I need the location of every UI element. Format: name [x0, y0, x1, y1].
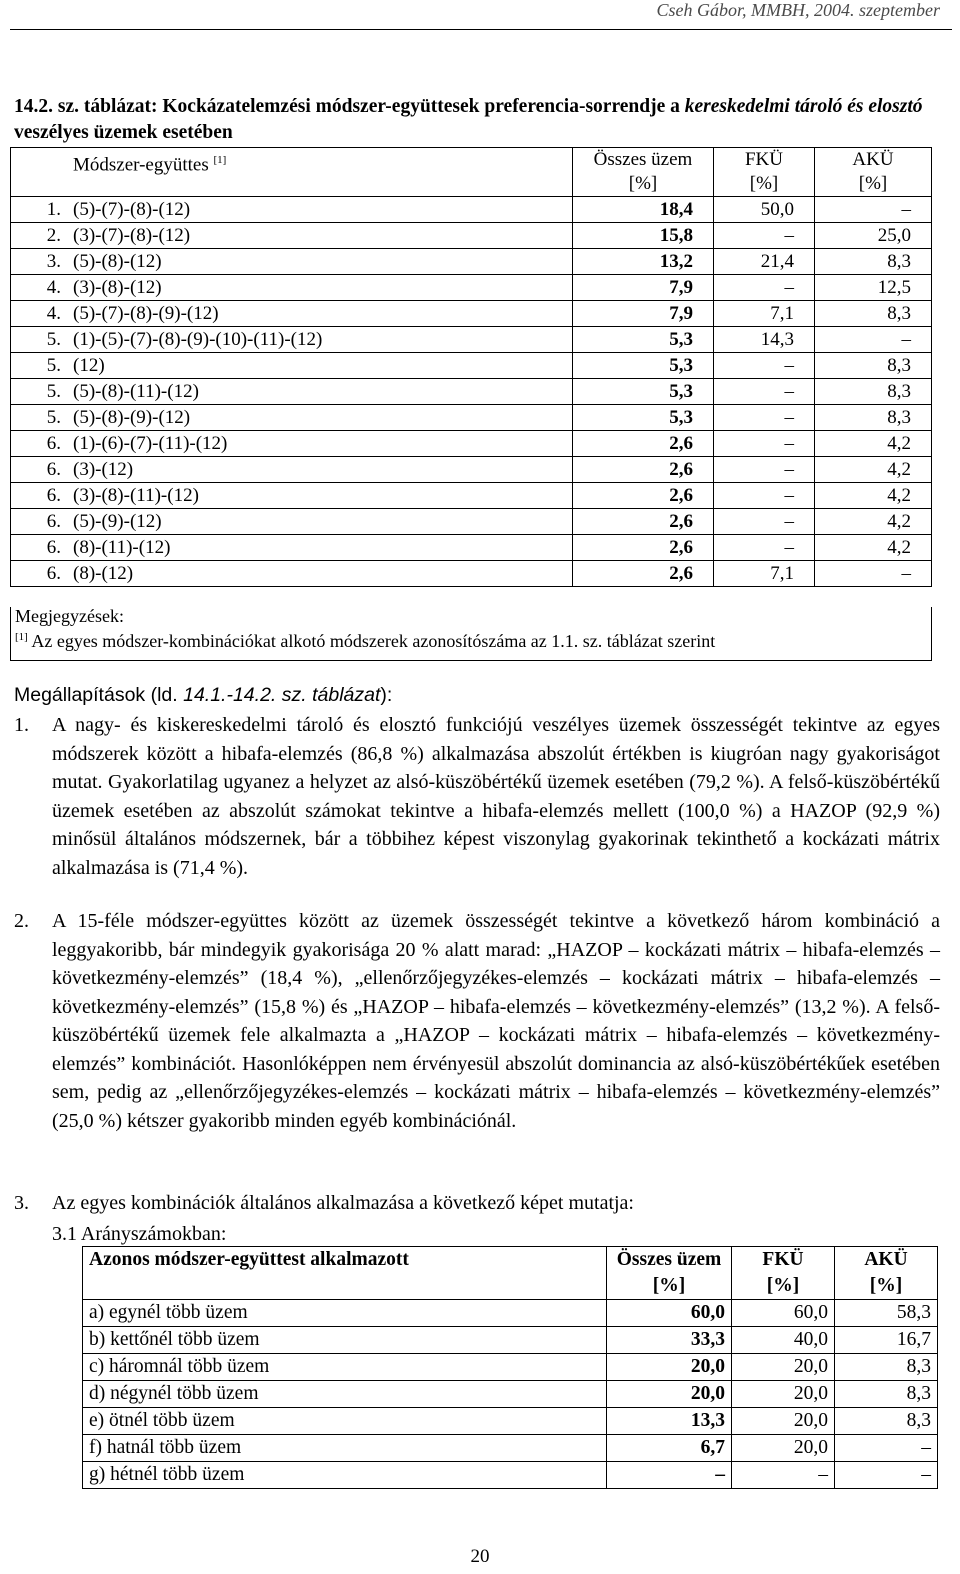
cell-total: 60,0	[607, 1300, 732, 1327]
finding-3-number: 3.	[14, 1192, 29, 1214]
cell-method: (3)-(7)-(8)-(12)	[71, 223, 573, 249]
cell-label: e) ötnél több üzem	[83, 1408, 607, 1435]
cell-rank: 2.	[11, 223, 72, 249]
cell-method: (12)	[71, 353, 573, 379]
cell-total: 20,0	[607, 1381, 732, 1408]
cell-fku: –	[714, 509, 815, 535]
cell-total: 20,0	[607, 1354, 732, 1381]
table-caption	[14, 94, 944, 146]
cell-label: a) egynél több üzem	[83, 1300, 607, 1327]
table-notes	[10, 607, 932, 661]
table-row	[11, 405, 932, 431]
cell-rank: 6.	[11, 431, 72, 457]
table-row	[83, 1462, 938, 1489]
caption-prefix: 14.2. sz. táblázat: Kockázatelemzési módszer-együttesek preferencia-sorrendje a	[14, 96, 685, 117]
cell-method: (3)-(12)	[71, 457, 573, 483]
cell-fku: 20,0	[732, 1354, 835, 1381]
table-row	[83, 1354, 938, 1381]
table-row	[11, 379, 932, 405]
cell-total: 2,6	[573, 561, 714, 587]
cell-fku: –	[714, 535, 815, 561]
table-row	[11, 457, 932, 483]
table-row	[83, 1300, 938, 1327]
cell-method: (5)-(9)-(12)	[71, 509, 573, 535]
header-fku: FKÜ [%]	[732, 1247, 835, 1300]
table-row	[83, 1435, 938, 1462]
cell-fku: –	[714, 457, 815, 483]
cell-fku: –	[714, 223, 815, 249]
finding-3-text: Az egyes kombinációk általános alkalmazása a következő képet mutatja:	[52, 1192, 634, 1214]
cell-fku: 20,0	[732, 1381, 835, 1408]
table-row	[11, 223, 932, 249]
cell-aku: 16,7	[835, 1327, 938, 1354]
ratio-table	[82, 1246, 938, 1489]
cell-aku: 4,2	[815, 509, 932, 535]
header-method: Módszer-együttes [1]	[11, 148, 573, 197]
cell-fku: 7,1	[714, 561, 815, 587]
cell-fku: –	[714, 353, 815, 379]
cell-fku: 50,0	[714, 197, 815, 223]
cell-total: 5,3	[573, 379, 714, 405]
caption-italic: kereskedelmi tároló és elosztó	[684, 96, 923, 117]
cell-aku: 4,2	[815, 535, 932, 561]
running-header: Cseh Gábor, MMBH, 2004. szeptember	[656, 0, 940, 20]
cell-method: (5)-(8)-(9)-(12)	[71, 405, 573, 431]
cell-label: d) négynél több üzem	[83, 1381, 607, 1408]
table-row	[11, 431, 932, 457]
cell-aku: 4,2	[815, 457, 932, 483]
cell-fku: 20,0	[732, 1408, 835, 1435]
cell-rank: 3.	[11, 249, 72, 275]
cell-total: 2,6	[573, 457, 714, 483]
cell-rank: 1.	[11, 197, 72, 223]
cell-fku: 14,3	[714, 327, 815, 353]
notes-title: Megjegyzések:	[15, 606, 124, 626]
cell-rank: 5.	[11, 405, 72, 431]
table-header-row	[11, 148, 932, 197]
table-row	[11, 561, 932, 587]
cell-aku: 58,3	[835, 1300, 938, 1327]
header-rule	[10, 29, 952, 30]
cell-rank: 4.	[11, 275, 72, 301]
cell-rank: 6.	[11, 457, 72, 483]
cell-total: 13,2	[573, 249, 714, 275]
cell-rank: 6.	[11, 509, 72, 535]
table-row	[83, 1408, 938, 1435]
cell-aku: 8,3	[815, 249, 932, 275]
cell-label: b) kettőnél több üzem	[83, 1327, 607, 1354]
cell-aku: –	[815, 561, 932, 587]
finding-1-number: 1.	[14, 714, 29, 736]
cell-total: 2,6	[573, 509, 714, 535]
cell-label: c) háromnál több üzem	[83, 1354, 607, 1381]
header-fku: FKÜ [%]	[714, 148, 815, 197]
cell-method: (5)-(7)-(8)-(12)	[71, 197, 573, 223]
table-row	[11, 509, 932, 535]
cell-aku: –	[815, 327, 932, 353]
note-1: [1] Az egyes módszer-kombinációkat alkotó módszerek azonosítószáma az 1.1. sz. táblázat szerint	[15, 631, 716, 651]
table-row	[11, 275, 932, 301]
header-total: Összes üzem [%]	[573, 148, 714, 197]
findings-title: Megállapítások (ld. 14.1.-14.2. sz. táblázat):	[14, 684, 393, 706]
cell-rank: 5.	[11, 327, 72, 353]
cell-aku: 8,3	[835, 1381, 938, 1408]
cell-total: 5,3	[573, 327, 714, 353]
cell-method: (5)-(8)-(11)-(12)	[71, 379, 573, 405]
cell-fku: –	[714, 483, 815, 509]
cell-aku: 4,2	[815, 431, 932, 457]
cell-fku: –	[714, 379, 815, 405]
cell-method: (5)-(7)-(8)-(9)-(12)	[71, 301, 573, 327]
cell-aku: –	[835, 1462, 938, 1489]
cell-fku: –	[714, 405, 815, 431]
cell-total: 5,3	[573, 405, 714, 431]
table-row	[83, 1381, 938, 1408]
sub-heading-3-1: 3.1 Arányszámokban:	[52, 1223, 227, 1245]
caption-suffix: veszélyes üzemek esetében	[14, 122, 233, 143]
cell-aku: 4,2	[815, 483, 932, 509]
table-row	[11, 301, 932, 327]
cell-total: 18,4	[573, 197, 714, 223]
finding-1-text: A nagy- és kiskereskedelmi tároló és elosztó funkciójú veszélyes üzemek összességét tekintve az egyes módszerek között a hibafa-elemzés (86,8 %) alkalmazása abszolút értékben is kiugróan nagy gyakoriságot mutat. Gyakorlatilag ugyanez a helyzet az alsó-küszöbértékű üzemek esetében (79,2 %). A felső-küszöbértékű üzemek esetében az abszolút számokat tekintve a hibafa-elemzés mellett (100,0 %) a HAZOP (92,9 %) minősül általános módszernek, bár a többihez képest viszonylag gyakorinak tekinthető a kockázati mátrix alkalmazása is (71,4 %).	[52, 714, 940, 879]
cell-aku: 8,3	[815, 379, 932, 405]
cell-fku: 21,4	[714, 249, 815, 275]
table-row	[11, 483, 932, 509]
method-preference-table	[10, 147, 932, 587]
table-header-row	[83, 1247, 938, 1300]
table-row	[83, 1327, 938, 1354]
cell-rank: 5.	[11, 353, 72, 379]
cell-total: 2,6	[573, 431, 714, 457]
header-label: Azonos módszer-együttest alkalmazott	[83, 1247, 607, 1300]
cell-label: g) hétnél több üzem	[83, 1462, 607, 1489]
cell-aku: 8,3	[815, 301, 932, 327]
cell-method: (8)-(12)	[71, 561, 573, 587]
cell-aku: 8,3	[835, 1354, 938, 1381]
cell-total: 33,3	[607, 1327, 732, 1354]
table-row	[11, 249, 932, 275]
cell-total: 13,3	[607, 1408, 732, 1435]
cell-fku: –	[732, 1462, 835, 1489]
cell-fku: –	[714, 431, 815, 457]
cell-method: (1)-(5)-(7)-(8)-(9)-(10)-(11)-(12)	[71, 327, 573, 353]
table-row	[11, 327, 932, 353]
table-row	[11, 535, 932, 561]
cell-aku: –	[835, 1435, 938, 1462]
cell-total: 7,9	[573, 275, 714, 301]
cell-aku: –	[815, 197, 932, 223]
cell-total: 2,6	[573, 483, 714, 509]
cell-rank: 6.	[11, 483, 72, 509]
table-row	[11, 197, 932, 223]
cell-rank: 5.	[11, 379, 72, 405]
cell-method: (3)-(8)-(12)	[71, 275, 573, 301]
cell-total: 15,8	[573, 223, 714, 249]
cell-aku: 8,3	[835, 1408, 938, 1435]
cell-label: f) hatnál több üzem	[83, 1435, 607, 1462]
cell-total: 7,9	[573, 301, 714, 327]
cell-total: 6,7	[607, 1435, 732, 1462]
cell-method: (8)-(11)-(12)	[71, 535, 573, 561]
cell-method: (1)-(6)-(7)-(11)-(12)	[71, 431, 573, 457]
cell-method: (5)-(8)-(12)	[71, 249, 573, 275]
cell-fku: 7,1	[714, 301, 815, 327]
cell-method: (3)-(8)-(11)-(12)	[71, 483, 573, 509]
header-aku: AKÜ [%]	[815, 148, 932, 197]
cell-aku: 12,5	[815, 275, 932, 301]
header-total: Összes üzem [%]	[607, 1247, 732, 1300]
cell-aku: 25,0	[815, 223, 932, 249]
header-aku: AKÜ [%]	[835, 1247, 938, 1300]
cell-fku: 60,0	[732, 1300, 835, 1327]
cell-fku: 40,0	[732, 1327, 835, 1354]
cell-total: –	[607, 1462, 732, 1489]
cell-fku: 20,0	[732, 1435, 835, 1462]
table-row	[11, 353, 932, 379]
cell-aku: 8,3	[815, 405, 932, 431]
cell-rank: 6.	[11, 561, 72, 587]
cell-fku: –	[714, 275, 815, 301]
cell-rank: 4.	[11, 301, 72, 327]
finding-2-text: A 15-féle módszer-együttes között az üzemek összességét tekintve a következő három kombináció a leggyakoribb, bár mindegyik gyakorisága 20 % alatt marad: „HAZOP – kockázati mátrix – hibafa-elemzés – következmény-elemzés” (18,4 %), „ellenőrzőjegyzékes-elemzés – kockázati mátrix – hibafa-elemzés – következmény-elemzés” (15,8 %) és „HAZOP – hibafa-elemzés – következmény-elemzés” (13,2 %). A felső-küszöbértékű üzemek fele alkalmazta a „HAZOP – kockázati mátrix – hibafa-elemzés – következmény-elemzés” kombinációt. Hasonlóképpen nem érvényesül abszolút dominancia az alsó-küszöbértékűek esetében sem, pedig az „ellenőrzőjegyzékes-elemzés – kockázati mátrix – hibafa-elemzés – következmény-elemzés” (25,0 %) kétszer gyakoribb minden egyéb kombinációnál.	[52, 910, 940, 1132]
finding-2-number: 2.	[14, 910, 29, 932]
cell-total: 5,3	[573, 353, 714, 379]
cell-total: 2,6	[573, 535, 714, 561]
cell-aku: 8,3	[815, 353, 932, 379]
cell-rank: 6.	[11, 535, 72, 561]
page-number: 20	[470, 1546, 490, 1567]
